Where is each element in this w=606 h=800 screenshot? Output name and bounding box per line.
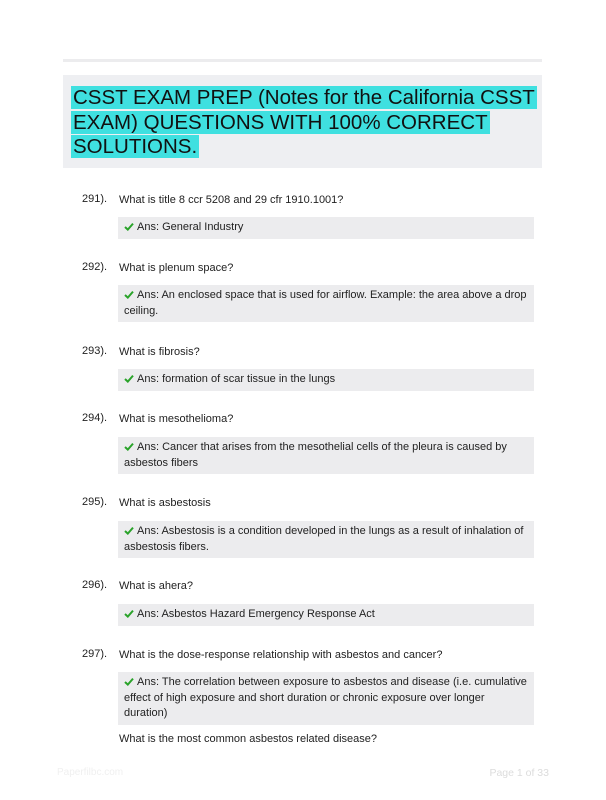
check-icon	[124, 290, 134, 299]
question-text: What is title 8 ccr 5208 and 29 cfr 1910.1001?	[119, 194, 344, 206]
page-number: Page 1 of 33	[489, 767, 549, 779]
answer-box	[118, 217, 534, 239]
question-number: 294).	[82, 412, 108, 424]
answer-text: Ans: Asbestos Hazard Emergency Response Act	[137, 608, 375, 620]
title-highlight: CSST EXAM PREP (Notes for the California CSST EXAM) QUESTIONS WITH 100% CORRECT SOLUTIONS.	[73, 86, 535, 158]
answer-text: Ans: Asbestosis is a condition developed in the lungs as a result of inhalation of asbestosis fibers.	[124, 525, 524, 553]
answer-box	[118, 604, 534, 626]
check-icon	[124, 609, 134, 618]
question-text: What is fibrosis?	[119, 346, 200, 358]
question-number: 297).	[82, 648, 108, 660]
footer-watermark: Paperfilbc.com	[57, 767, 124, 778]
question-number: 291).	[82, 193, 108, 205]
check-icon	[124, 442, 134, 451]
question-text: What is plenum space?	[119, 262, 234, 274]
answer-box	[118, 369, 534, 391]
check-icon	[124, 526, 134, 535]
answer-text: Ans: The correlation between exposure to asbestos and disease (i.e. cumulative effect of high exposure and short duration or chronic exposure over longer duration)	[124, 676, 527, 719]
answer-text: Ans: An enclosed space that is used for airflow. Example: the area above a drop ceiling.	[124, 289, 527, 317]
answer-box	[118, 672, 534, 725]
question-number: 296).	[82, 579, 108, 591]
question-number: 293).	[82, 345, 108, 357]
answer-box	[118, 437, 534, 474]
document-title	[71, 86, 536, 160]
answer-box	[118, 285, 534, 322]
answer-text: Ans: Cancer that arises from the mesothelial cells of the pleura is caused by asbestos fibers	[124, 441, 507, 469]
question-text: What is mesothelioma?	[119, 413, 234, 425]
title-box	[63, 75, 542, 168]
question-number: 295).	[82, 496, 108, 508]
check-icon	[124, 374, 134, 383]
answer-text: Ans: General Industry	[137, 221, 244, 233]
answer-text: Ans: formation of scar tissue in the lungs	[137, 373, 336, 385]
top-divider	[63, 59, 542, 62]
question-text: What is ahera?	[119, 580, 193, 592]
question-text: What is the most common asbestos related disease?	[119, 733, 378, 745]
question-text: What is the dose-response relationship with asbestos and cancer?	[119, 649, 443, 661]
check-icon	[124, 677, 134, 686]
check-icon	[124, 222, 134, 231]
answer-box	[118, 521, 534, 558]
question-text: What is asbestosis	[119, 497, 211, 509]
question-number: 292).	[82, 261, 108, 273]
